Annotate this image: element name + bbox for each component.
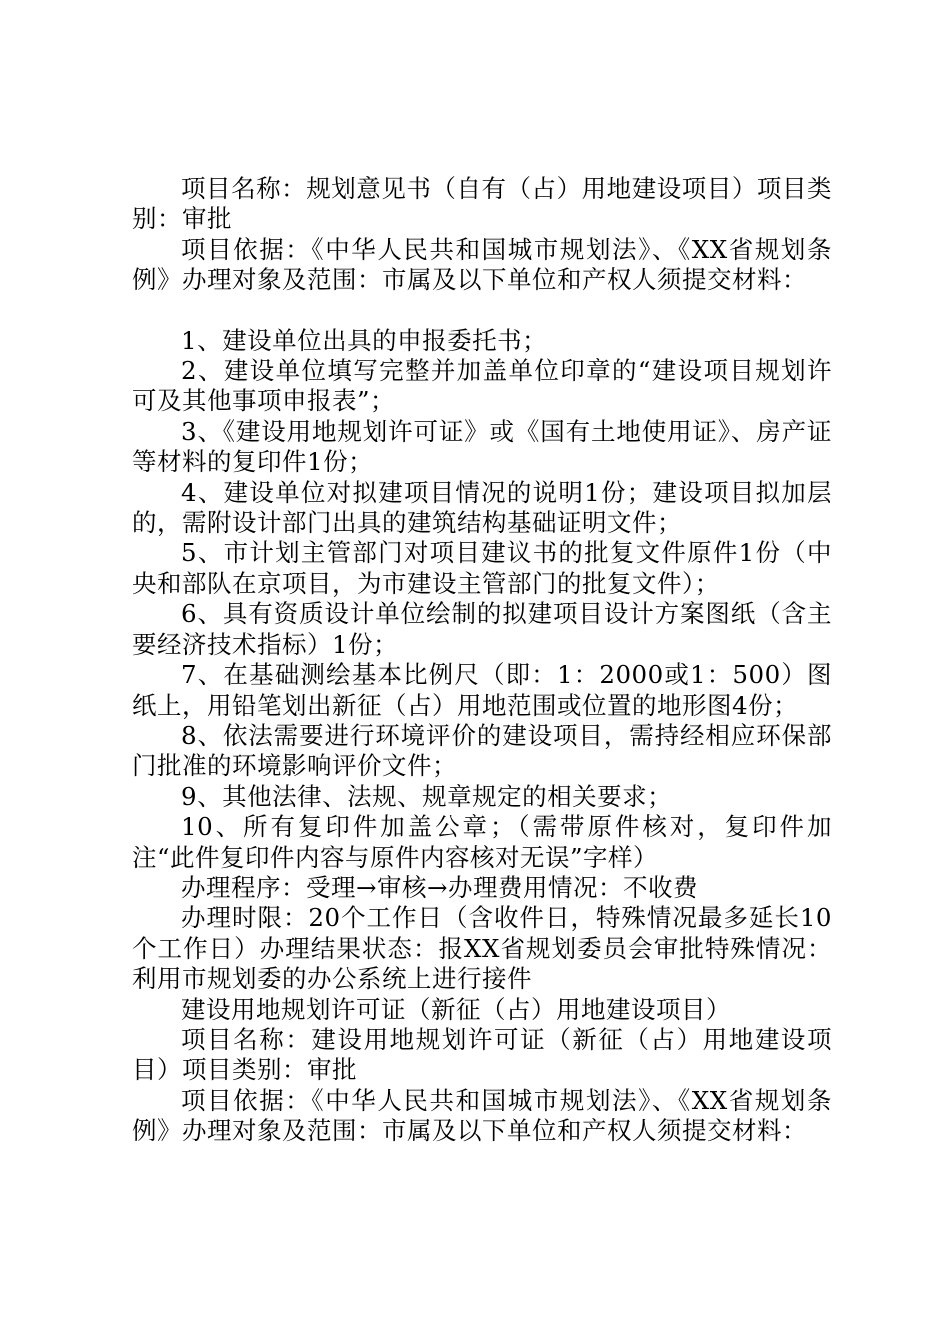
requirement-item: 3、《建设用地规划许可证》或《国有土地使用证》、房产证等材料的复印件1份； [132,416,832,477]
requirement-item: 5、市计划主管部门对项目建议书的批复文件原件1份（中央和部队在京项目，为市建设主管部门的批复文件）； [132,538,832,598]
requirement-item: 6、具有资质设计单位绘制的拟建项目设计方案图纸（含主要经济技术指标）1份； [132,599,832,659]
requirement-item: 4、建设单位对拟建项目情况的说明1份；建设项目拟加层的，需附设计部门出具的建筑结构基础证明文件； [132,477,832,538]
procedure-paragraph: 办理程序：受理→审核→办理费用情况：不收费 [181,872,699,902]
project-name-paragraph: 项目名称：规划意见书（自有（占）用地建设项目）项目类别：审批 [132,174,832,234]
project-name-paragraph: 项目名称：建设用地规划许可证（新征（占）用地建设项目）项目类别：审批 [132,1024,832,1085]
requirement-item: 10、所有复印件加盖公章；（需带原件核对，复印件加注“此件复印件内容与原件内容核对无误”字样） [132,812,832,872]
paragraph-gap [132,296,832,326]
requirement-item: 8、依法需要进行环境评价的建设项目，需持经相应环保部门批准的环境影响评价文件； [132,720,832,781]
requirement-item: 9、其他法律、法规、规章规定的相关要求； [181,781,673,811]
requirement-item: 1、建设单位出具的申报委托书； [181,325,548,355]
project-basis-paragraph: 项目依据：《中华人民共和国城市规划法》、《XX省规划条例》办理对象及范围：市属及以下单位和产权人须提交材料： [132,1085,832,1146]
project-basis-paragraph: 项目依据：《中华人民共和国城市规划法》、《XX省规划条例》办理对象及范围：市属及以下单位和产权人须提交材料： [132,234,832,295]
section-heading: 建设用地规划许可证（新征（占）用地建设项目） [181,994,731,1024]
document-body [132,174,832,1147]
time-limit-paragraph: 办理时限：20个工作日（含收件日，特殊情况最多延长10个工作日）办理结果状态：报XX省规划委员会审批特殊情况：利用市规划委的办公系统上进行接件 [132,903,832,994]
requirement-item: 7、在基础测绘基本比例尺（即：1：2000或1：500）图纸上，用铅笔划出新征（占）用地范围或位置的地形图4份； [132,660,832,720]
requirement-item: 2、建设单位填写完整并加盖单位印章的“建设项目规划许可及其他事项申报表”； [132,356,832,416]
